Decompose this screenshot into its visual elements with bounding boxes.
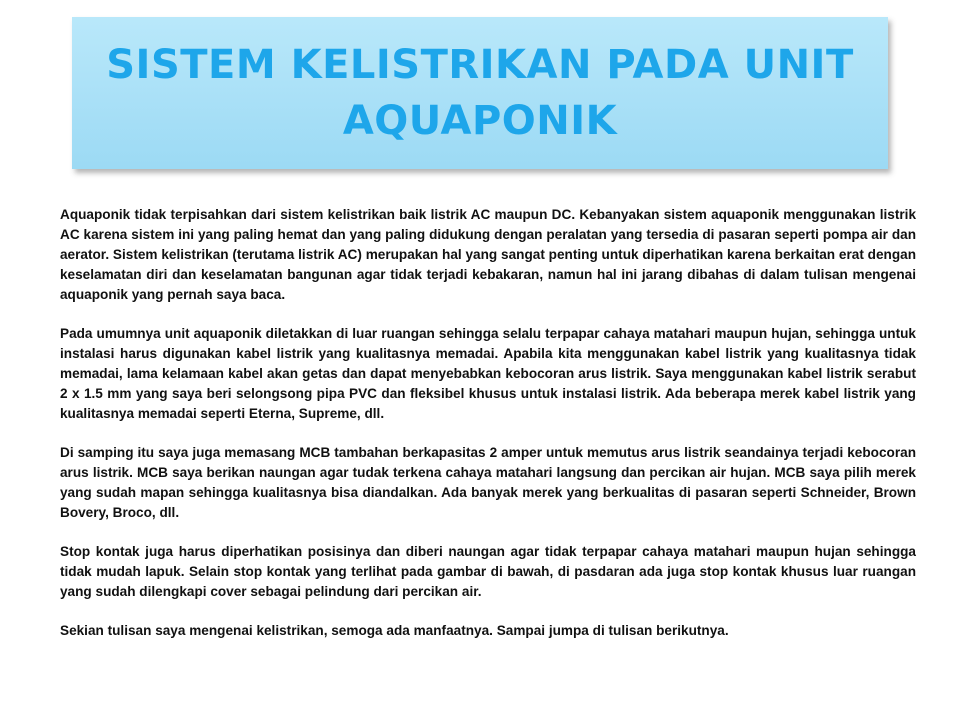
paragraph-socket: Stop kontak juga harus diperhatikan posisinya dan diberi naungan agar tidak terpapar cahaya matahari maupun hujan sehingga tidak mudah lapuk. Selain stop kontak yang terlihat pada gambar di bawah, di pasdaran ada juga stop kontak khusus luar ruangan yang sudah dilengkapi cover sebagai pelindung dari percikan air. [60,544,916,599]
paragraph-closing: Sekian tulisan saya mengenai kelistrikan, semoga ada manfaatnya. Sampai jumpa di tulisan berikutnya. [60,623,729,638]
article-body [60,205,916,660]
paragraph-intro: Aquaponik tidak terpisahkan dari sistem kelistrikan baik listrik AC maupun DC. Kebanyakan sistem aquaponik menggunakan listrik AC karena sistem ini yang paling hemat dan yang paling didukung dengan peralatan yang tersedia di pasaran seperti pompa air dan aerator. Sistem kelistrikan (terutama listrik AC) merupakan hal yang sangat penting untuk diperhatikan karena berkaitan erat dengan keselamatan diri dan keselamatan bangunan agar tidak terjadi kebakaran, namun hal ini jarang dibahas di dalam tulisan mengenai aquaponik yang pernah saya baca. [60,207,916,302]
page-title-line-2: AQUAPONIK [342,98,618,144]
page-title [96,37,863,149]
paragraph-mcb: Di samping itu saya juga memasang MCB tambahan berkapasitas 2 amper untuk memutus arus listrik seandainya terjadi kebocoran arus listrik. MCB saya berikan naungan agar tudak terkena cahaya matahari langsung dan percikan air hujan. MCB saya pilih merek yang sudah mapan sehingga kualitasnya bisa diandalkan. Ada banyak merek yang berkualitas di pasaran seperti Schneider, Brown Bovery, Broco, dll. [60,445,916,520]
paragraph-cable: Pada umumnya unit aquaponik diletakkan di luar ruangan sehingga selalu terpapar cahaya matahari maupun hujan, sehingga untuk instalasi harus digunakan kabel listrik yang kualitasnya memadai. Apabila kita menggunakan kabel listrik yang kualitasnya tidak memadai, lama kelamaan kabel akan getas dan dapat menyebabkan kebocoran arus listrik. Saya menggunakan kabel listrik serabut 2 x 1.5 mm yang saya beri selongsong pipa PVC dan fleksibel khusus untuk instalasi listrik. Ada beberapa merek kabel listrik yang kualitasnya memadai seperti Eterna, Supreme, dll. [60,326,916,421]
page-title-line-1: SISTEM KELISTRIKAN PADA UNIT [106,42,854,88]
title-banner [72,17,888,169]
